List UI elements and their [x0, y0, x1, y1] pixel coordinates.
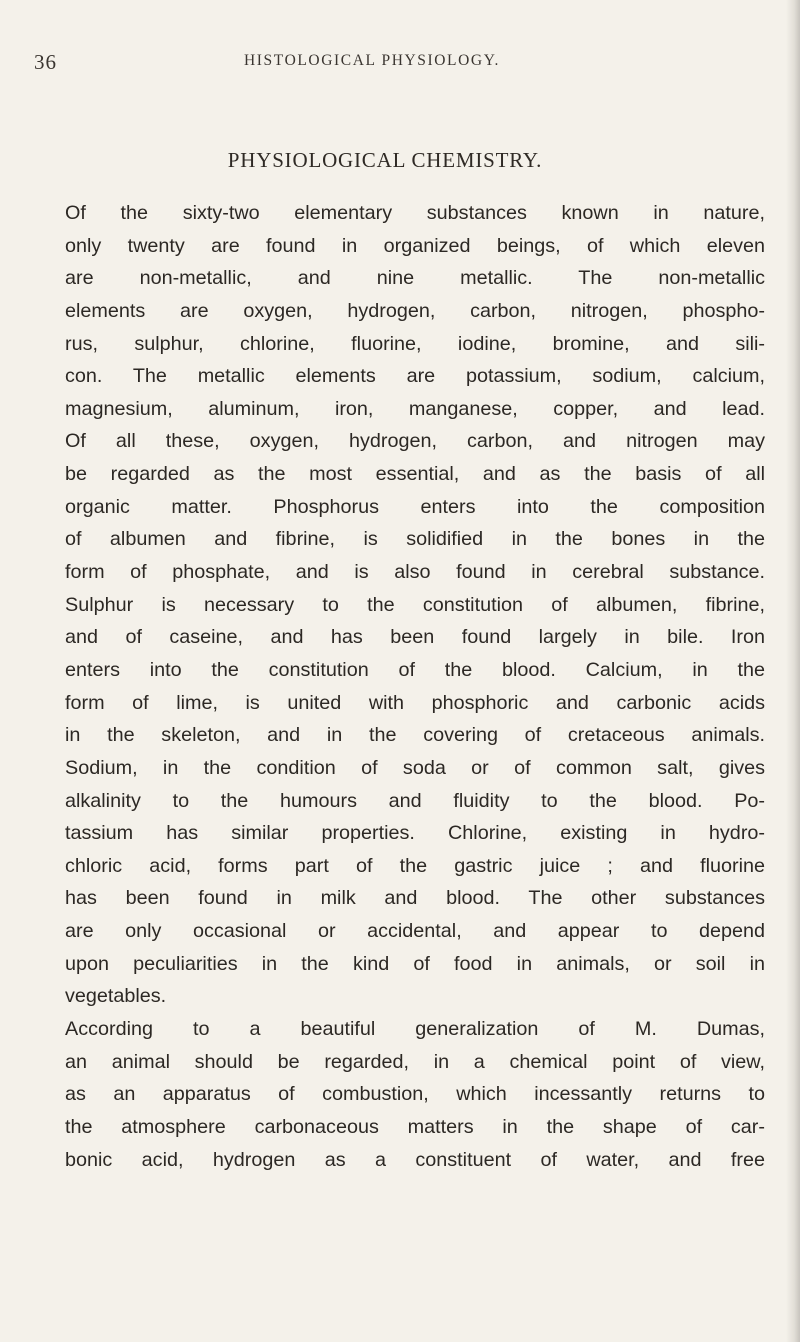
text-line: con. The metallic elements are potassium, sodium, calcium,: [65, 365, 765, 388]
page-number: 36: [34, 50, 57, 74]
text-line: magnesium, aluminum, iron, manganese, copper, and lead.: [65, 397, 765, 420]
text-line: tassium has similar properties. Chlorine, existing in hydro-: [65, 822, 765, 845]
text-line: an animal should be regarded, in a chemical point of view,: [65, 1050, 765, 1073]
page-edge-shadow: [786, 0, 800, 1342]
text-line: and of caseine, and has been found largely in bile. Iron: [65, 626, 765, 649]
text-line: of albumen and fibrine, is solidified in the bones in the: [65, 528, 765, 551]
text-line: Sulphur is necessary to the constitution of albumen, fibrine,: [65, 593, 765, 616]
text-line: in the skeleton, and in the covering of cretaceous animals.: [65, 724, 765, 747]
text-line: as an apparatus of combustion, which incessantly returns to: [65, 1083, 765, 1106]
text-line: has been found in milk and blood. The other substances: [65, 887, 765, 910]
text-line: elements are oxygen, hydrogen, carbon, nitrogen, phospho-: [65, 299, 765, 322]
text-line: rus, sulphur, chlorine, fluorine, iodine, bromine, and sili-: [65, 332, 765, 355]
text-line: the atmosphere carbonaceous matters in the shape of car-: [65, 1115, 765, 1138]
text-line: According to a beautiful generalization of M. Dumas,: [65, 1018, 765, 1041]
text-line: be regarded as the most essential, and as the basis of all: [65, 463, 765, 486]
running-title: HISTOLOGICAL PHYSIOLOGY.: [244, 52, 500, 69]
text-line: only twenty are found in organized beings, of which eleven: [65, 234, 765, 257]
text-line: form of lime, is united with phosphoric and carbonic acids: [65, 691, 765, 714]
text-line: enters into the constitution of the blood. Calcium, in the: [65, 658, 765, 681]
text-line: bonic acid, hydrogen as a constituent of water, and free: [65, 1148, 765, 1171]
text-line: are non-metallic, and nine metallic. The non-metallic: [65, 267, 765, 290]
text-line: Sodium, in the condition of soda or of common salt, gives: [65, 756, 765, 779]
paragraph-1: [65, 197, 765, 1013]
body-text: [65, 197, 765, 1176]
text-line: organic matter. Phosphorus enters into the composition: [65, 495, 765, 518]
chapter-heading: PHYSIOLOGICAL CHEMISTRY.: [227, 148, 543, 172]
text-line: upon peculiarities in the kind of food in animals, or soil in: [65, 952, 765, 975]
text-line: Of all these, oxygen, hydrogen, carbon, and nitrogen may: [65, 430, 765, 453]
text-line: Of the sixty-two elementary substances known in nature,: [65, 202, 765, 224]
running-head: [0, 50, 800, 80]
paragraph-2: [65, 1013, 765, 1176]
text-line: alkalinity to the humours and fluidity to the blood. Po-: [65, 789, 765, 812]
text-line: form of phosphate, and is also found in cerebral substance.: [65, 561, 765, 584]
text-line: vegetables.: [65, 985, 167, 1008]
text-line: chloric acid, forms part of the gastric juice ; and fluorine: [65, 854, 765, 877]
text-line: are only occasional or accidental, and appear to depend: [65, 920, 765, 943]
